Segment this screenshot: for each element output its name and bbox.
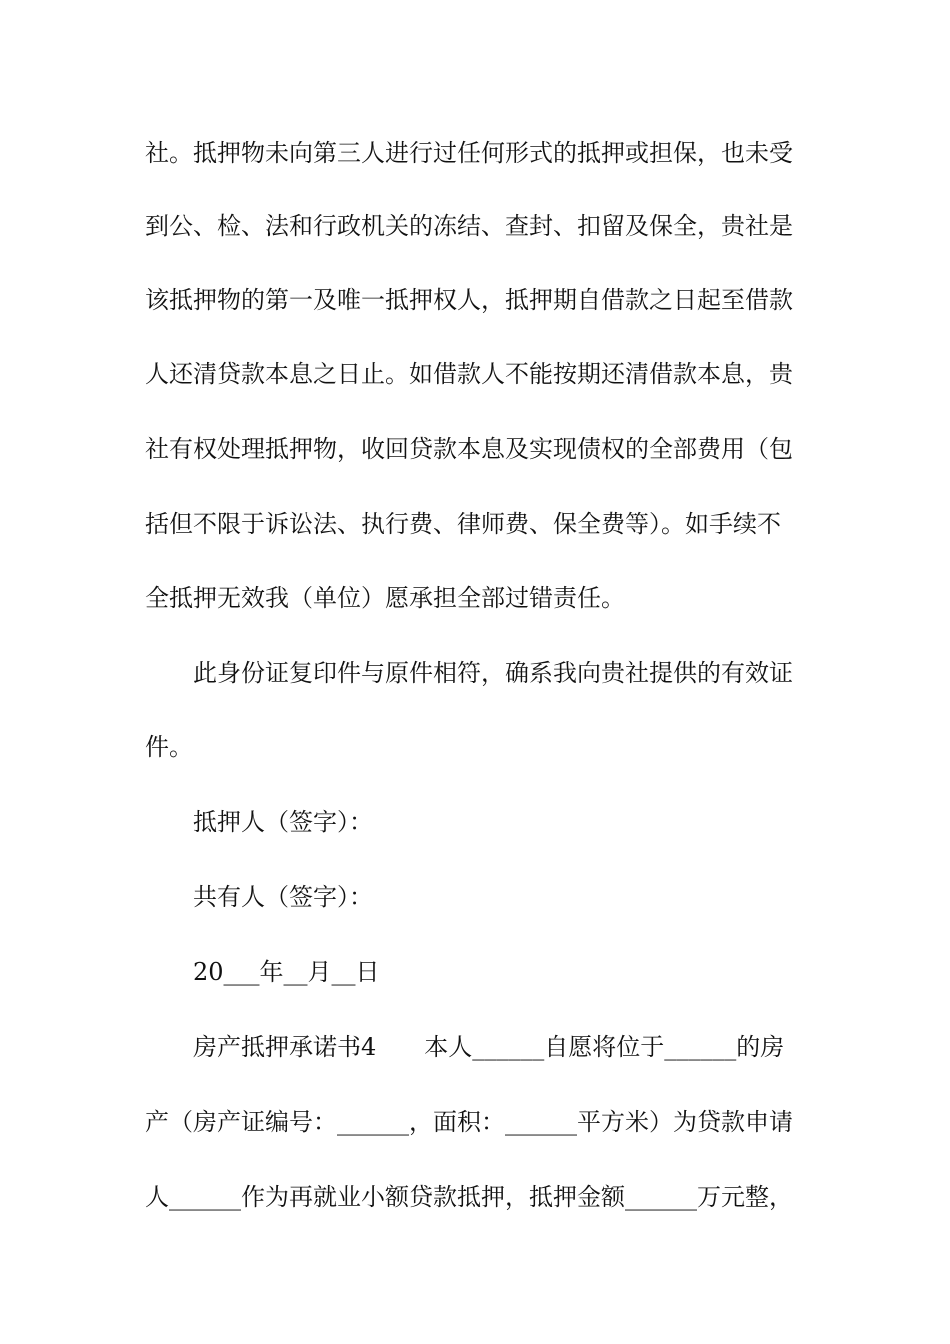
id-copy-statement-line-2: 件。 bbox=[145, 733, 193, 761]
paragraph-line-4: 人还清贷款本息之日止。如借款人不能按期还清借款本息，贵 bbox=[145, 360, 793, 388]
commitment-4-line-1: 房产抵押承诺书4 本人______自愿将位于______的房 bbox=[193, 1033, 785, 1061]
paragraph-line-6: 括但不限于诉讼法、执行费、律师费、保全费等）。如手续不 bbox=[145, 510, 781, 538]
paragraph-line-2: 到公、检、法和行政机关的冻结、查封、扣留及保全，贵社是 bbox=[145, 212, 793, 240]
co-owner-signature-label: 共有人（签字）： bbox=[193, 883, 373, 911]
commitment-4-line-2: 产（房产证编号：______，面积：______平方米）为贷款申请 bbox=[145, 1108, 793, 1136]
commitment-4-line-3: 人______作为再就业小额贷款抵押，抵押金额______万元整， bbox=[145, 1183, 793, 1211]
paragraph-line-3: 该抵押物的第一及唯一抵押权人，抵押期自借款之日起至借款 bbox=[145, 286, 793, 314]
paragraph-line-1: 社。抵押物未向第三人进行过任何形式的抵押或担保，也未受 bbox=[145, 139, 793, 167]
id-copy-statement-line-1: 此身份证复印件与原件相符，确系我向贵社提供的有效证 bbox=[193, 659, 793, 687]
paragraph-line-5: 社有权处理抵押物，收回贷款本息及实现债权的全部费用（包 bbox=[145, 435, 793, 463]
paragraph-line-7: 全抵押无效我（单位）愿承担全部过错责任。 bbox=[145, 584, 625, 612]
date-line: 20___年__月__日 bbox=[193, 958, 380, 986]
mortgagor-signature-label: 抵押人（签字）： bbox=[193, 808, 373, 836]
